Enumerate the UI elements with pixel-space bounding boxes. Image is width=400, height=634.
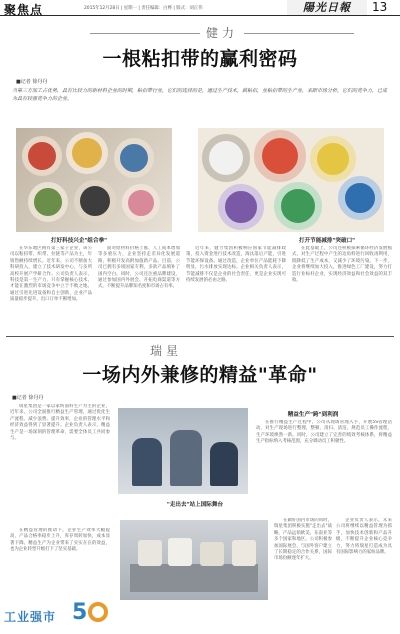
article2-col-c-text: 在做好国内市场的同时，瑞星集团积极实施"走出去"战略，产品远销欧美、东南亚等多个国家和地区。公司积极参加国际展会，与国外客户建立了长期稳定的合作关系，国际市场份额逐年扩大。 — [274, 518, 332, 562]
article1-col1 — [10, 246, 92, 332]
photo-textile-warehouse — [120, 520, 268, 600]
masthead: 陽光日報 — [287, 0, 367, 15]
article2-col-c — [274, 518, 332, 602]
article2-col-a — [256, 420, 392, 514]
photo-gap — [172, 128, 198, 232]
kicker-rule-left — [90, 33, 200, 34]
article1-subhead-left: 打好科技兴企"组合拳" — [50, 238, 108, 244]
footer-logo-text: 工业强市 — [4, 610, 57, 624]
footer-logo-digit: 5 — [72, 600, 88, 625]
article2-col-d-text: 企业负责人表示，未来公司将继续以精益管理为抓手，加快技术创新和产品升级，不断提升企业核心竞争力，努力将瑞星打造成为具有国际影响力的家纺品牌。 — [336, 518, 392, 556]
article2-subhead-a: 精益生产"跨"到利润 — [287, 412, 339, 418]
page-number: 13 — [372, 0, 388, 14]
article2-subhead-b: "走出去"站上国际舞台 — [166, 502, 224, 508]
article1-headline: 一根粘扣带的赢利密码 — [102, 48, 298, 70]
article2-byline: ■记者 徐丹丹 — [12, 395, 44, 401]
kicker-rule-right — [244, 33, 354, 34]
issue-meta: 2015年12月28日 | 星期一 | 责任编辑：白桦 | 版式：刘正伟 — [84, 6, 203, 11]
article1-photos — [16, 128, 384, 232]
article1-kicker-text: 健力 — [206, 26, 239, 40]
article2-col-d — [336, 518, 392, 602]
photo-factory-workers — [118, 408, 248, 494]
photo-ribbon-rolls — [198, 128, 384, 232]
article2-lead-col — [10, 404, 110, 524]
section-divider — [6, 336, 394, 337]
article1-col2-text: 面对原材料价格上涨、人工成本增加等多重压力，企业坚持走差异化发展道路，积极开发高附加值新产品。目前，公司已拥有多项国家专利，多款产品填补了国内空白。同时，公司还注重品牌建设，通过参加国内外展会、开拓电商渠道等方式，不断提升品牌知名度和市场占有率。 — [98, 246, 180, 290]
article1-col3 — [186, 246, 286, 332]
footer-logo-50 — [72, 600, 108, 625]
footer-logo-ring — [88, 602, 108, 622]
photo-ribbon-spools — [16, 128, 172, 232]
article1-col3-text: 近年来，健力集团积极响应国家节能减排政策，投入资金进行技术改造，淘汰落后产能，引进节能环保设备。通过改造，企业单位产品能耗下降明显，污水排放实现达标。企业相关负责人表示，节能减排不仅是企业的社会责任，更是企业实现可持续发展的必由之路。 — [186, 246, 286, 284]
article1-col1-text: 在华东地区拥有第三家子企业，该公司以粘扣带、织带、拉链等产品为主，年销售额持续增长。近年来，公司不断加大科研投入，建立了技术研发中心，与多所高校开展产学研合作。公司负责人表示，科技是第一生产力，只有掌握核心技术，才能在激烈的市场竞争中立于不败之地。通过引进先进设备和自主创新，企业产品质量稳步提升，出口订单不断增加。 — [10, 246, 92, 303]
article2-lead-text: 瑞星集团是一家以家纺面料生产为主的企业，近年来，公司全面推行精益生产管理，通过优化生产流程、减少浪费、提升效率，企业的管理水平和经济效益得到了显著提升。企业负责人表示，精益生产是一场深刻的管理革命，需要全体员工共同参与。 — [10, 404, 110, 442]
article1-byline: ■记者 徐丹丹 — [16, 79, 48, 85]
article2-col-b-text: 在精益管理的推动下，企业生产效率大幅提高，产品合格率稳步上升，库存周转加快，成本显著下降。精益生产为企业带来了实实在在的效益，也为企业转型升级打下了坚实基础。 — [10, 528, 110, 553]
article1-subhead-right: 打开节能减排"突破口" — [298, 238, 356, 244]
article2-headline: 一场内外兼修的精益"革命" — [82, 364, 318, 386]
article1-col4 — [292, 246, 392, 332]
article1-lead: 当第三方加工占优势，具有比较力的新材料企业的时期，粘扣带行业，它们的选择的是，通过生产技术，做粘扣，业粘扣带的生产业，来跟市场分析，它们的竞争力，已成为具有较强竞争力的企业。 — [12, 88, 388, 102]
article2-col-b — [10, 528, 110, 598]
section-label: 聚焦点 — [4, 3, 44, 17]
article1-col4-text: 在此基础上，公司还积极探索循环经济发展模式，对生产过程中产生的边角料进行回收再利用，既降低了生产成本，又减少了环境污染。下一步，企业将继续加大投入，推进绿色工厂建设，努力打造行业标杆企业，实现经济效益和社会效益的双丰收。 — [292, 246, 392, 284]
article2-kicker-text: 瑞星 — [150, 344, 183, 358]
article1-kicker — [84, 24, 360, 41]
page-header — [0, 0, 400, 16]
article2-kicker — [150, 342, 182, 359]
article1-col2 — [98, 246, 180, 332]
article2-col-a-text: 在推行精益生产过程中，公司从现场管理入手，开展5S管理活动，对生产现场进行整理、整顿、清扫、清洁，规范员工操作流程，生产环境焕然一新。同时，公司建立了完善的绩效考核体系，将精益生产指标纳入考核范围，充分调动员工积极性。 — [256, 420, 392, 445]
